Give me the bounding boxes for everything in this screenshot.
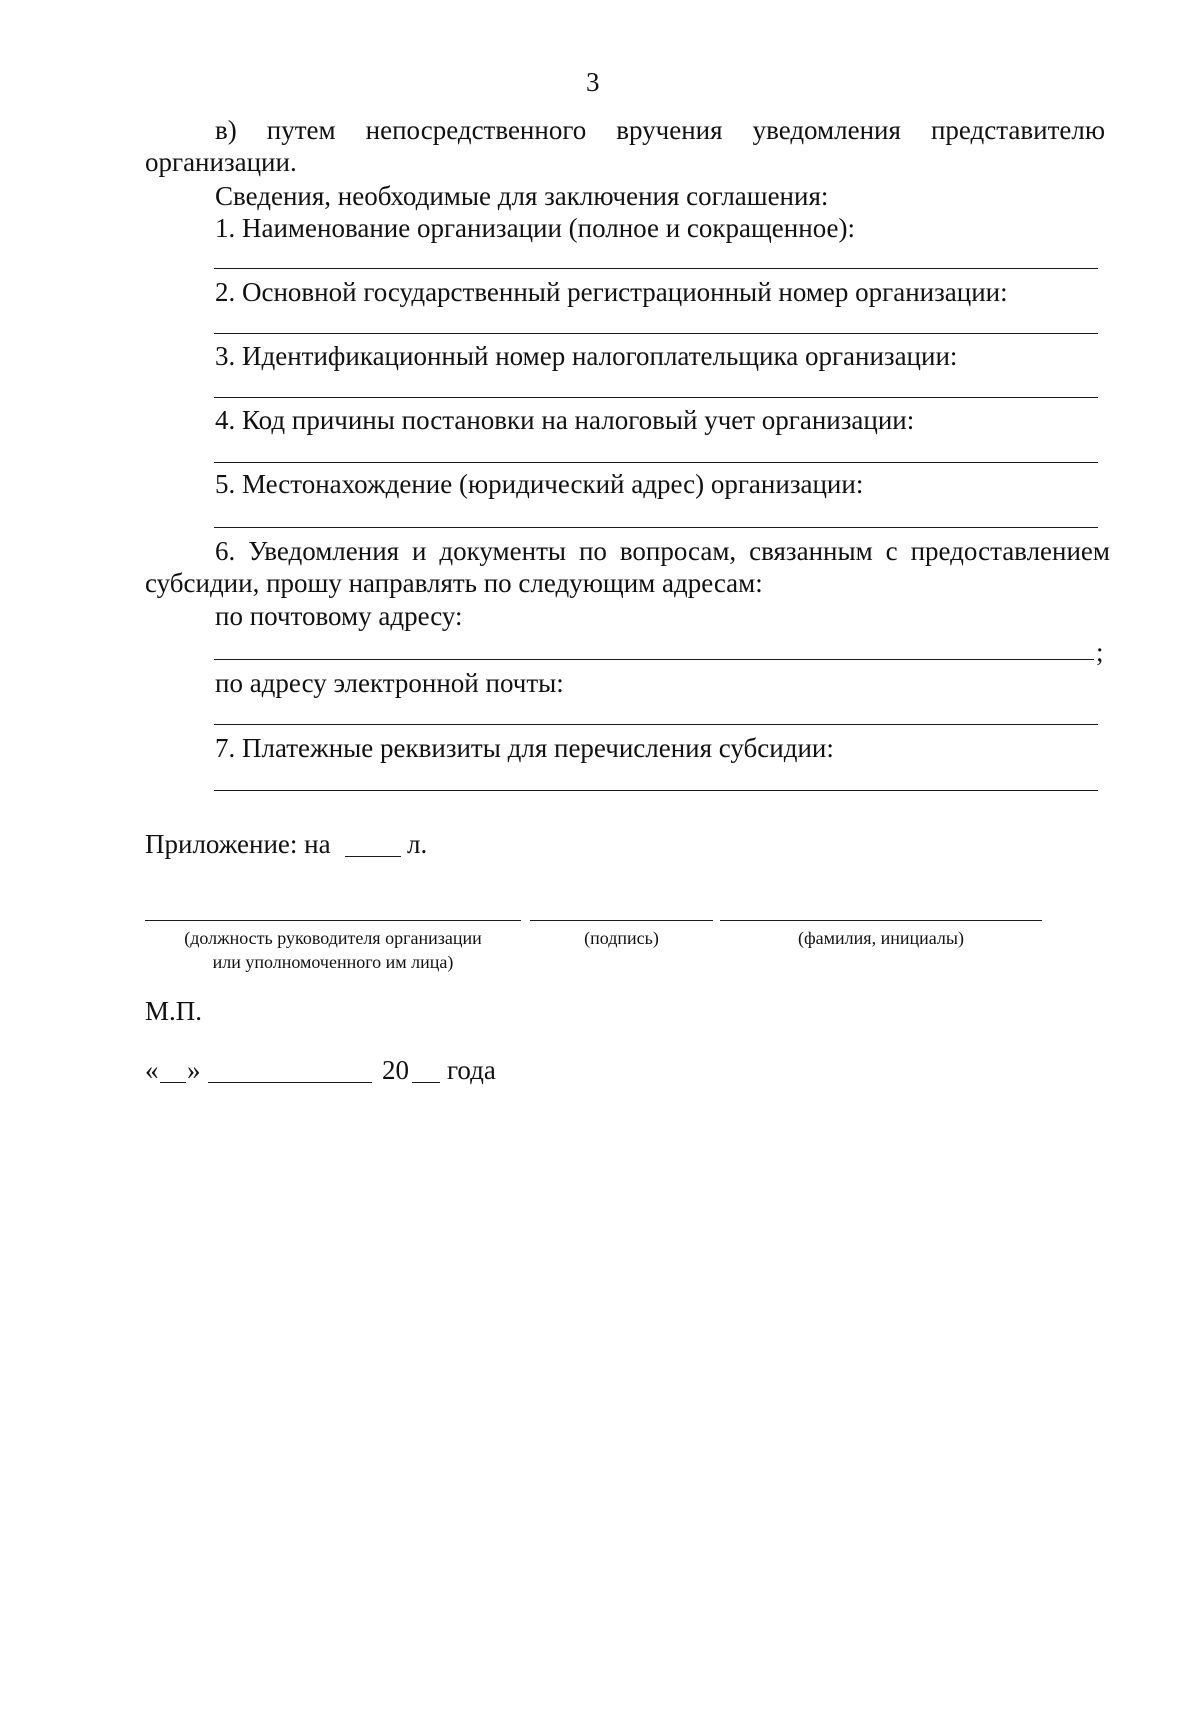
date-open-quote: « — [145, 1055, 159, 1085]
date-close-quote: » — [187, 1055, 201, 1085]
sign-caption: (подпись) — [584, 928, 659, 948]
attachment-pages-line[interactable] — [345, 856, 401, 857]
page-number: 3 — [586, 67, 600, 97]
field-label-inn: 3. Идентификационный номер налогоплательщика организации: — [215, 341, 958, 371]
payment-details-line[interactable] — [214, 790, 1098, 791]
email-address-line[interactable] — [214, 724, 1098, 725]
attachment-prefix: Приложение: на — [145, 829, 331, 859]
field-label-kpp: 4. Код причины постановки на налоговый учет организации: — [215, 405, 915, 435]
date-month-line[interactable] — [208, 1082, 372, 1083]
intro-line-2: организации. — [145, 147, 297, 177]
date-year-line[interactable] — [412, 1082, 440, 1083]
field-line-inn[interactable] — [214, 397, 1098, 398]
attachment-suffix: л. — [407, 829, 428, 859]
postal-address-label: по почтовому адресу: — [215, 601, 463, 631]
field-line-ogrn[interactable] — [214, 333, 1098, 334]
stamp-placeholder: М.П. — [145, 996, 203, 1026]
intro-line-1: в) путем непосредственного вручения уведомления представителю — [215, 115, 1105, 145]
item6-line-2: субсидии, прошу направлять по следующим адресам: — [145, 568, 763, 598]
date-year-prefix: 20 — [382, 1055, 409, 1085]
section-heading: Сведения, необходимые для заключения соглашения: — [215, 181, 829, 211]
position-caption-line-2: или уполномоченного им лица) — [212, 952, 454, 972]
field-line-name[interactable] — [214, 268, 1098, 269]
field-line-address[interactable] — [214, 527, 1098, 528]
payment-details-label: 7. Платежные реквизиты для перечисления субсидии: — [215, 733, 834, 763]
name-signature-line[interactable] — [720, 920, 1042, 921]
field-label-name: 1. Наименование организации (полное и сокращенное): — [215, 213, 855, 243]
field-label-ogrn: 2. Основной государственный регистрационный номер организации: — [215, 277, 1008, 307]
position-signature-line[interactable] — [145, 920, 521, 921]
date-day-line[interactable] — [160, 1082, 186, 1083]
date-year-suffix: года — [447, 1055, 496, 1085]
field-line-kpp[interactable] — [214, 462, 1098, 463]
field-label-address: 5. Местонахождение (юридический адрес) организации: — [215, 469, 864, 499]
position-caption-line-1: (должность руководителя организации — [184, 928, 482, 948]
name-caption: (фамилия, инициалы) — [798, 928, 964, 948]
postal-address-line[interactable] — [214, 659, 1094, 660]
sign-signature-line[interactable] — [530, 920, 713, 921]
item6-line-1: 6. Уведомления и документы по вопросам, связанным с предоставлением — [215, 536, 1110, 566]
email-address-label: по адресу электронной почты: — [215, 668, 564, 698]
postal-address-semicolon: ; — [1096, 637, 1104, 667]
